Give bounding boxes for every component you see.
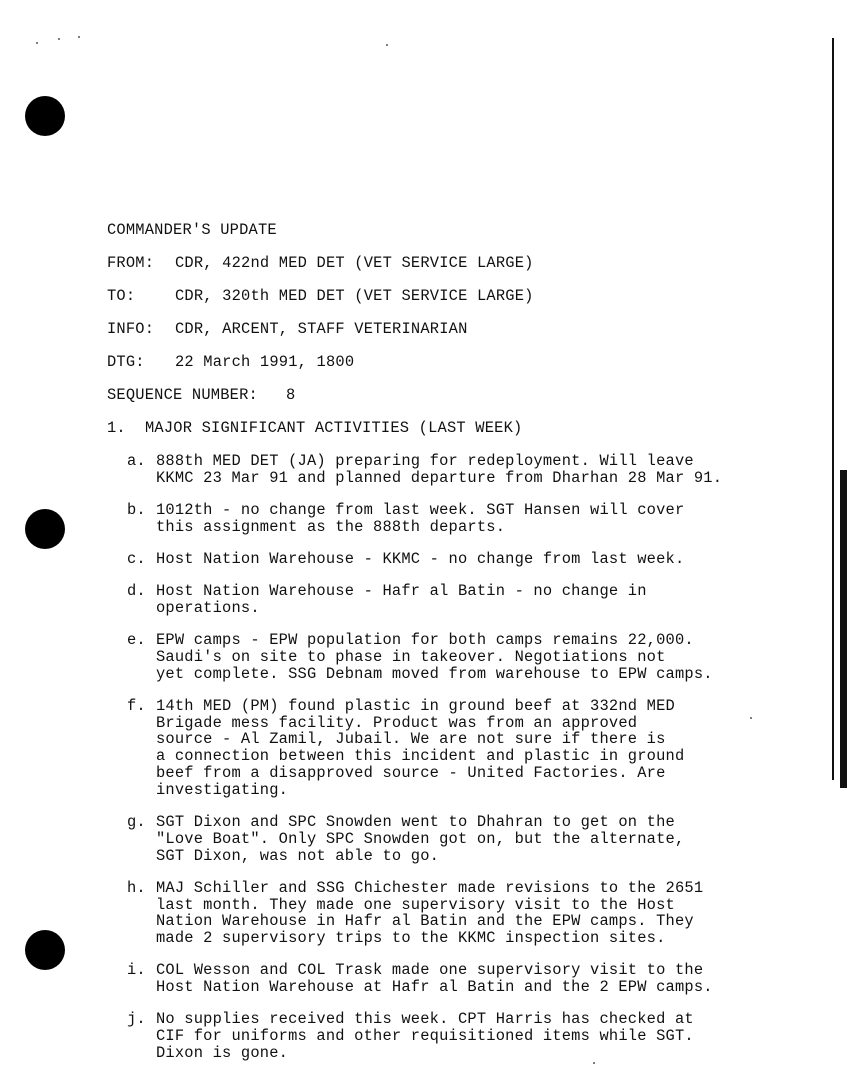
item-letter: b.	[127, 500, 146, 519]
document-title: COMMANDER'S UPDATE	[107, 221, 277, 239]
header-dtg-value: 22 March 1991, 1800	[175, 352, 355, 371]
scan-edge-line	[832, 38, 834, 780]
item-letter: i.	[127, 961, 146, 980]
scan-speck	[36, 42, 38, 44]
list-item-i	[107, 962, 807, 996]
list-item-j	[107, 1011, 807, 1061]
punch-hole-bottom	[25, 930, 65, 970]
list-item-f	[107, 698, 807, 799]
punch-hole-middle	[25, 509, 65, 549]
item-letter: d.	[127, 582, 146, 601]
list-item-c	[107, 551, 807, 568]
item-letter: e.	[127, 631, 146, 650]
item-letter: g.	[127, 812, 146, 831]
header-to-value: CDR, 320th MED DET (VET SERVICE LARGE)	[175, 286, 534, 305]
section-heading	[107, 420, 807, 437]
item-text: 888th MED DET (JA) preparing for redeployment. Will leave KKMC 23 Mar 91 and planned departure from Dharhan 28 Mar 91.	[156, 451, 723, 487]
scan-speck	[593, 1062, 595, 1064]
item-letter: j.	[127, 1010, 146, 1029]
list-item-h	[107, 880, 807, 947]
section-number: 1.	[107, 418, 126, 437]
item-text: Host Nation Warehouse - KKMC - no change from last week.	[156, 549, 685, 568]
item-letter: c.	[127, 549, 146, 568]
section-title: MAJOR SIGNIFICANT ACTIVITIES (LAST WEEK)	[145, 418, 523, 437]
item-text: Host Nation Warehouse - Hafr al Batin - no change in operations.	[156, 582, 647, 617]
list-item-a	[107, 453, 807, 487]
memo-document	[107, 222, 807, 1062]
header-info	[107, 321, 807, 338]
item-text: EPW camps - EPW population for both camps remains 22,000. Saudi's on site to phase in takeover. Negotiations not yet complete. SSG Debnam moved from warehouse to EPW camps.	[156, 631, 713, 683]
list-item-d	[107, 583, 807, 617]
scan-speck	[58, 38, 60, 40]
header-from	[107, 255, 807, 272]
header-from-value: CDR, 422nd MED DET (VET SERVICE LARGE)	[175, 253, 534, 272]
header-info-label: INFO:	[107, 319, 155, 338]
punch-hole-top	[25, 96, 65, 136]
item-letter: h.	[127, 878, 146, 897]
scan-speck	[386, 44, 388, 46]
item-text: MAJ Schiller and SSG Chichester made revisions to the 2651 last month. They made one supervisory visit to the Host Nation Warehouse in Hafr al Batin and the EPW camps. They made 2 supervisory trips to the KKMC inspection sites.	[156, 878, 704, 948]
list-item-g	[107, 814, 807, 864]
header-dtg-label: DTG:	[107, 352, 145, 371]
item-text: No supplies received this week. CPT Harris has checked at CIF for uniforms and other requisitioned items while SGT. Dixon is gone.	[156, 1010, 694, 1062]
header-sequence-label: SEQUENCE NUMBER:	[107, 385, 258, 404]
item-letter: a.	[127, 451, 146, 470]
item-text: COL Wesson and COL Trask made one supervisory visit to the Host Nation Warehouse at Hafr al Batin and the 2 EPW camps.	[156, 961, 713, 997]
item-text: SGT Dixon and SPC Snowden went to Dhahran to get on the "Love Boat". Only SPC Snowden got on, but the alternate, SGT Dixon, was not able to go.	[156, 812, 685, 865]
item-text: 1012th - no change from last week. SGT Hansen will cover this assignment as the 888th departs.	[156, 500, 685, 536]
item-letter: f.	[127, 696, 146, 715]
header-sequence-value: 8	[286, 385, 296, 404]
header-from-label: FROM:	[107, 253, 155, 272]
header-to	[107, 288, 807, 305]
list-item-e	[107, 632, 807, 682]
header-sequence-number	[107, 387, 807, 404]
header-to-label: TO:	[107, 286, 136, 305]
header-info-value: CDR, ARCENT, STAFF VETERINARIAN	[175, 319, 468, 338]
header-dtg	[107, 354, 807, 371]
scan-edge-bar	[840, 470, 847, 788]
scan-speck	[78, 36, 80, 38]
list-item-b	[107, 502, 807, 536]
item-text: 14th MED (PM) found plastic in ground beef at 332nd MED Brigade mess facility. Product was from an approved source - Al Zamil, Jubail. We are not sure if there is a connection between this incident and plastic in ground beef from a disapproved source - United Factories. Are investigating.	[156, 696, 685, 799]
